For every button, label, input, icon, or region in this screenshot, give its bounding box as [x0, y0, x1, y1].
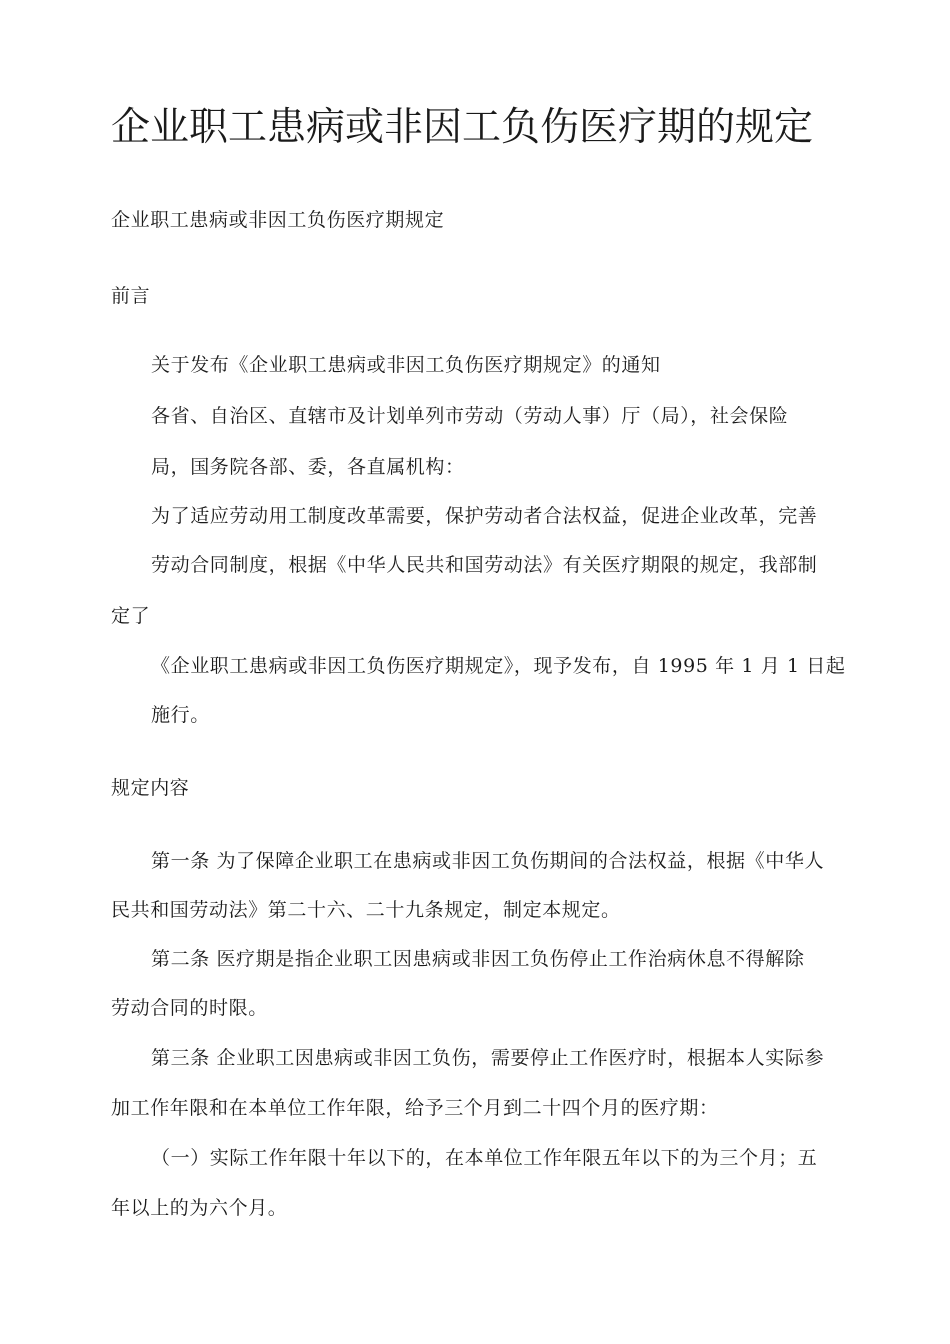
notice-body-line: 《企业职工患病或非因工负伤医疗期规定》，现予发布，自 1995 年 1 月 1 日起 — [151, 655, 846, 677]
notice-addressee-line: 局，国务院各部、委，各直属机构： — [151, 456, 465, 478]
article-item-line: 年以上的为六个月。 — [111, 1197, 288, 1219]
article-line: 加工作年限和在本单位工作年限，给予三个月到二十四个月的医疗期： — [111, 1097, 719, 1119]
article-line: 第二条 医疗期是指企业职工因患病或非因工负伤停止工作治病休息不得解除 — [151, 948, 805, 970]
section-heading-preface: 前言 — [111, 285, 151, 307]
section-heading-content: 规定内容 — [111, 777, 190, 799]
notice-addressee-line: 各省、自治区、直辖市及计划单列市劳动（劳动人事）厅（局），社会保险 — [151, 405, 789, 427]
article-line: 第三条 企业职工因患病或非因工负伤，需要停止工作医疗时，根据本人实际参 — [151, 1047, 825, 1069]
notice-body-line: 为了适应劳动用工制度改革需要，保护劳动者合法权益，促进企业改革，完善 — [151, 505, 818, 527]
notice-heading: 关于发布《企业职工患病或非因工负伤医疗期规定》的通知 — [151, 354, 661, 376]
article-line: 民共和国劳动法》第二十六、二十九条规定，制定本规定。 — [111, 899, 621, 921]
article-line: 劳动合同的时限。 — [111, 997, 268, 1019]
document-subtitle: 企业职工患病或非因工负伤医疗期规定 — [111, 209, 445, 231]
notice-body-line: 定了 — [111, 605, 151, 627]
notice-body-line: 施行。 — [151, 704, 210, 726]
article-item-line: （一）实际工作年限十年以下的，在本单位工作年限五年以下的为三个月；五 — [151, 1147, 818, 1169]
document-title: 企业职工患病或非因工负伤医疗期的规定 — [111, 105, 814, 150]
article-line: 第一条 为了保障企业职工在患病或非因工负伤期间的合法权益，根据《中华人 — [151, 850, 825, 872]
notice-body-line: 劳动合同制度，根据《中华人民共和国劳动法》有关医疗期限的规定，我部制 — [151, 554, 818, 576]
